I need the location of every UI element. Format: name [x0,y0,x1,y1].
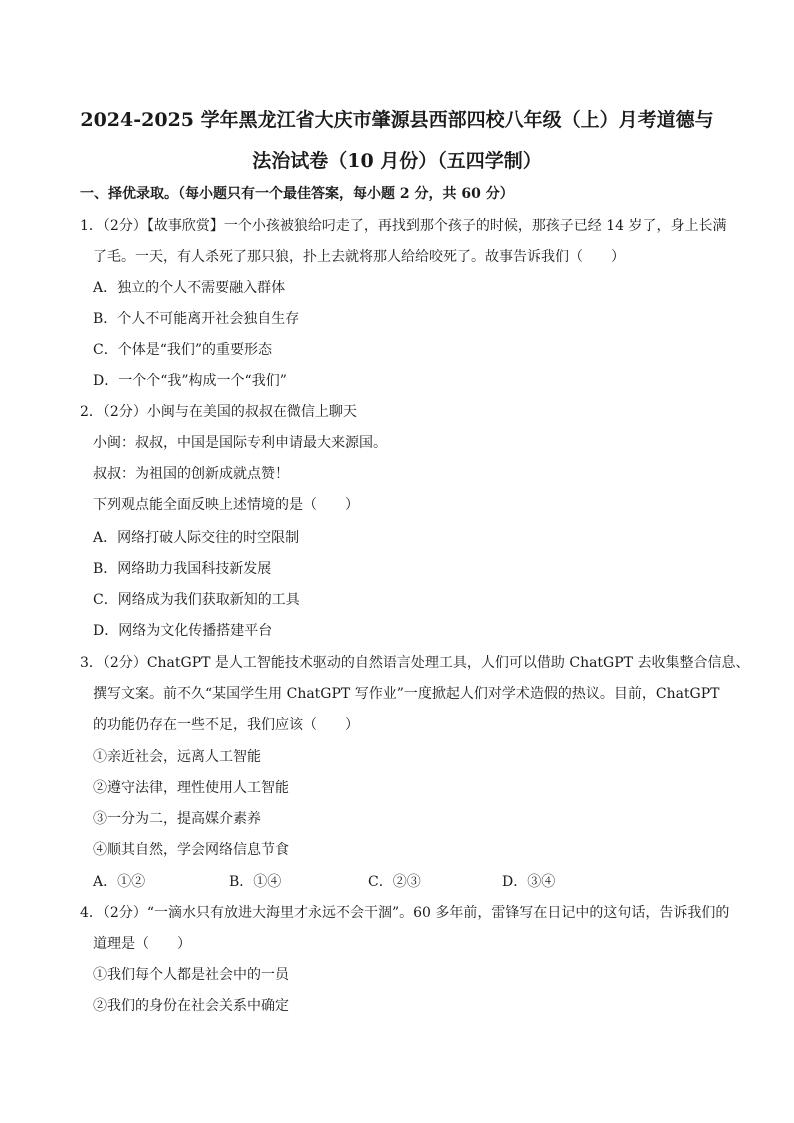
q3-stem-line-2: 撰写文案。前不久“某国学生用 ChatGPT 写作业”一度掀起人们对学术造假的热议。目前，ChatGPT [93,686,720,702]
q1-stem-line-1: 1．（2分）【故事欣赏】一个小孩被狼给叼走了，再找到那个孩子的时候，那孩子已经 14 岁了，身上长满 [80,218,727,234]
q4-item-1: ①我们每个人都是社会中的一员 [93,967,289,983]
q3-item-2: ②遵守法律，理性使用人工智能 [93,780,289,796]
q3-stem-line-1: 3．（2分）ChatGPT 是人工智能技术驱动的自然语言处理工具，人们可以借助 ChatGPT 去收集整合信息、 [80,655,750,671]
q2-option-b: B．网络助力我国科技新发展 [93,561,272,577]
q3-option-d: D．③④ [502,874,556,890]
q4-stem-line-2: 道理是（ ） [93,936,191,952]
q2-option-a: A．网络打破人际交往的时空限制 [93,530,300,546]
q4-stem-line-1: 4．（2分）“一滴水只有放进大海里才永远不会干涸”。60 多年前，雷锋写在日记中的这句话，告诉我们的 [80,905,730,921]
q3-stem-line-3: 的功能仍存在一些不足，我们应该（ ） [93,717,359,733]
q2-stem-line-1: 2．（2分）小闽与在美国的叔叔在微信上聊天 [80,404,357,420]
section-heading: 一、择优录取。（每小题只有一个最佳答案，每小题 2 分，共 60 分） [80,186,514,202]
q3-option-b: B．①④ [229,874,282,890]
exam-title-line-1: 2024-2025 学年黑龙江省大庆市肇源县西部四校八年级（上）月考道德与 [80,109,714,131]
q2-option-c: C．网络成为我们获取新知的工具 [93,592,300,608]
exam-title-line-2: 法治试卷（10 月份）（五四学制） [252,150,542,172]
q3-option-a: A．①② [93,874,146,890]
q3-item-3: ③一分为二，提高媒介素养 [93,811,261,827]
q1-option-b: B．个人不可能离开社会独自生存 [93,311,300,327]
q4-item-2: ②我们的身份在社会关系中确定 [93,998,289,1014]
q1-option-d: D．一个个“我”构成一个“我们” [93,373,287,389]
q2-stem-line-4: 下列观点能全面反映上述情境的是（ ） [93,497,359,513]
q2-stem-line-2: 小闽：叔叔，中国是国际专利申请最大来源国。 [93,435,387,451]
q1-option-c: C．个体是“我们”的重要形态 [93,342,273,358]
q1-stem-line-2: 了毛。一天，有人杀死了那只狼，扑上去就将那人给给咬死了。故事告诉我们（ ） [93,249,625,265]
q3-item-4: ④顺其自然，学会网络信息节食 [93,842,289,858]
q2-stem-line-3: 叔叔：为祖国的创新成就点赞！ [93,466,289,482]
q2-option-d: D．网络为文化传播搭建平台 [93,623,273,639]
q3-option-c: C．②③ [368,874,421,890]
q1-option-a: A．独立的个人不需要融入群体 [93,280,286,296]
q3-item-1: ①亲近社会，远离人工智能 [93,749,261,765]
